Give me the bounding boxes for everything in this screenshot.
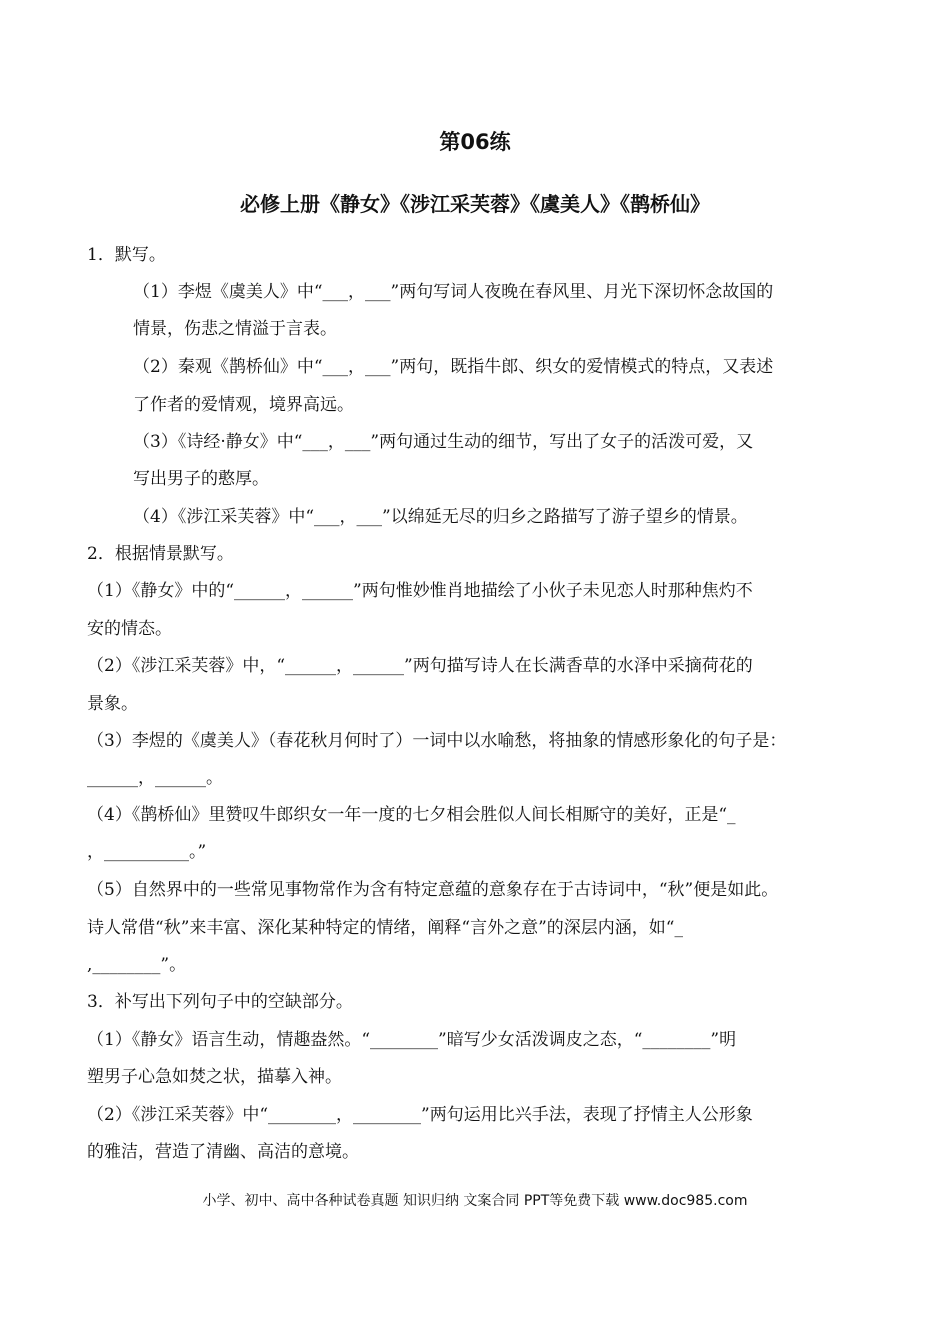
question-2-4-line-1: （4）《鹊桥仙》里赞叹牛郎织女一年一度的七夕相会胜似人间长相厮守的美好，正是“_ xyxy=(87,805,736,825)
question-1-3-line-1: （3）《诗经·静女》中“___，___”两句通过生动的细节，写出了女子的活泼可爱，又 xyxy=(133,432,754,452)
question-2-3-line-2: ______，______。 xyxy=(87,768,223,788)
question-1-1-line-1: （1）李煜《虞美人》中“___，___”两句写词人夜晚在春风里、月光下深切怀念故国的 xyxy=(133,282,774,302)
page-title: 第06练 xyxy=(439,130,511,154)
question-1-heading: 1．默写。 xyxy=(87,245,166,265)
question-2-3-line-1: （3）李煜的《虞美人》（春花秋月何时了）一词中以水喻愁，将抽象的情感形象化的句子是： xyxy=(87,731,787,751)
question-3-2-line-2: 的雅洁，营造了清幽、高洁的意境。 xyxy=(87,1142,359,1162)
question-1-3-line-2: 写出男子的憨厚。 xyxy=(133,469,269,489)
question-3-2-line-1: （2）《涉江采芙蓉》中“________，________”两句运用比兴手法，表现了抒情主人公形象 xyxy=(87,1105,753,1125)
question-2-1-line-2: 安的情态。 xyxy=(87,619,172,639)
question-3-heading: 3．补写出下列句子中的空缺部分。 xyxy=(87,992,353,1012)
question-2-2-line-1: （2）《涉江采芙蓉》中，“______，______”两句描写诗人在长满香草的水泽中采摘荷花的 xyxy=(87,656,753,676)
question-1-2-line-1: （2）秦观《鹊桥仙》中“___，___”两句，既指牛郎、织女的爱情模式的特点，又表述 xyxy=(133,357,774,377)
question-3-1-line-2: 塑男子心急如焚之状，描摹入神。 xyxy=(87,1067,342,1087)
footer-text: 小学、初中、高中各种试卷真题 知识归纳 文案合同 PPT等免费下载 www.doc985.com xyxy=(202,1193,748,1209)
question-1-1-line-2: 情景，伤悲之情溢于言表。 xyxy=(133,319,337,339)
question-2-5-line-2: 诗人常借“秋”来丰富、深化某种特定的情绪，阐释“言外之意”的深层内涵，如“_ xyxy=(87,918,683,938)
question-1-2-line-2: 了作者的爱情观，境界高远。 xyxy=(133,395,354,415)
question-2-2-line-2: 景象。 xyxy=(87,694,138,714)
question-3-1-line-1: （1）《静女》语言生动，情趣盎然。“________”暗写少女活泼调皮之态，“________”明 xyxy=(87,1030,737,1050)
question-2-1-line-1: （1）《静女》中的“______，______”两句惟妙惟肖地描绘了小伙子未见恋人时那种焦灼不 xyxy=(87,581,753,601)
question-2-4-line-2: ，__________。” xyxy=(87,842,207,862)
question-2-heading: 2．根据情景默写。 xyxy=(87,544,234,564)
question-1-4-line-1: （4）《涉江采芙蓉》中“___，___”以绵延无尽的归乡之路描写了游子望乡的情景。 xyxy=(133,507,748,527)
question-2-5-line-3: ,________”。 xyxy=(87,955,187,975)
question-2-5-line-1: （5）自然界中的一些常见事物常作为含有特定意蕴的意象存在于古诗词中，“秋”便是如此。 xyxy=(87,880,779,900)
page-subtitle: 必修上册《静女》《涉江采芙蓉》《虞美人》《鹊桥仙》 xyxy=(240,192,710,216)
